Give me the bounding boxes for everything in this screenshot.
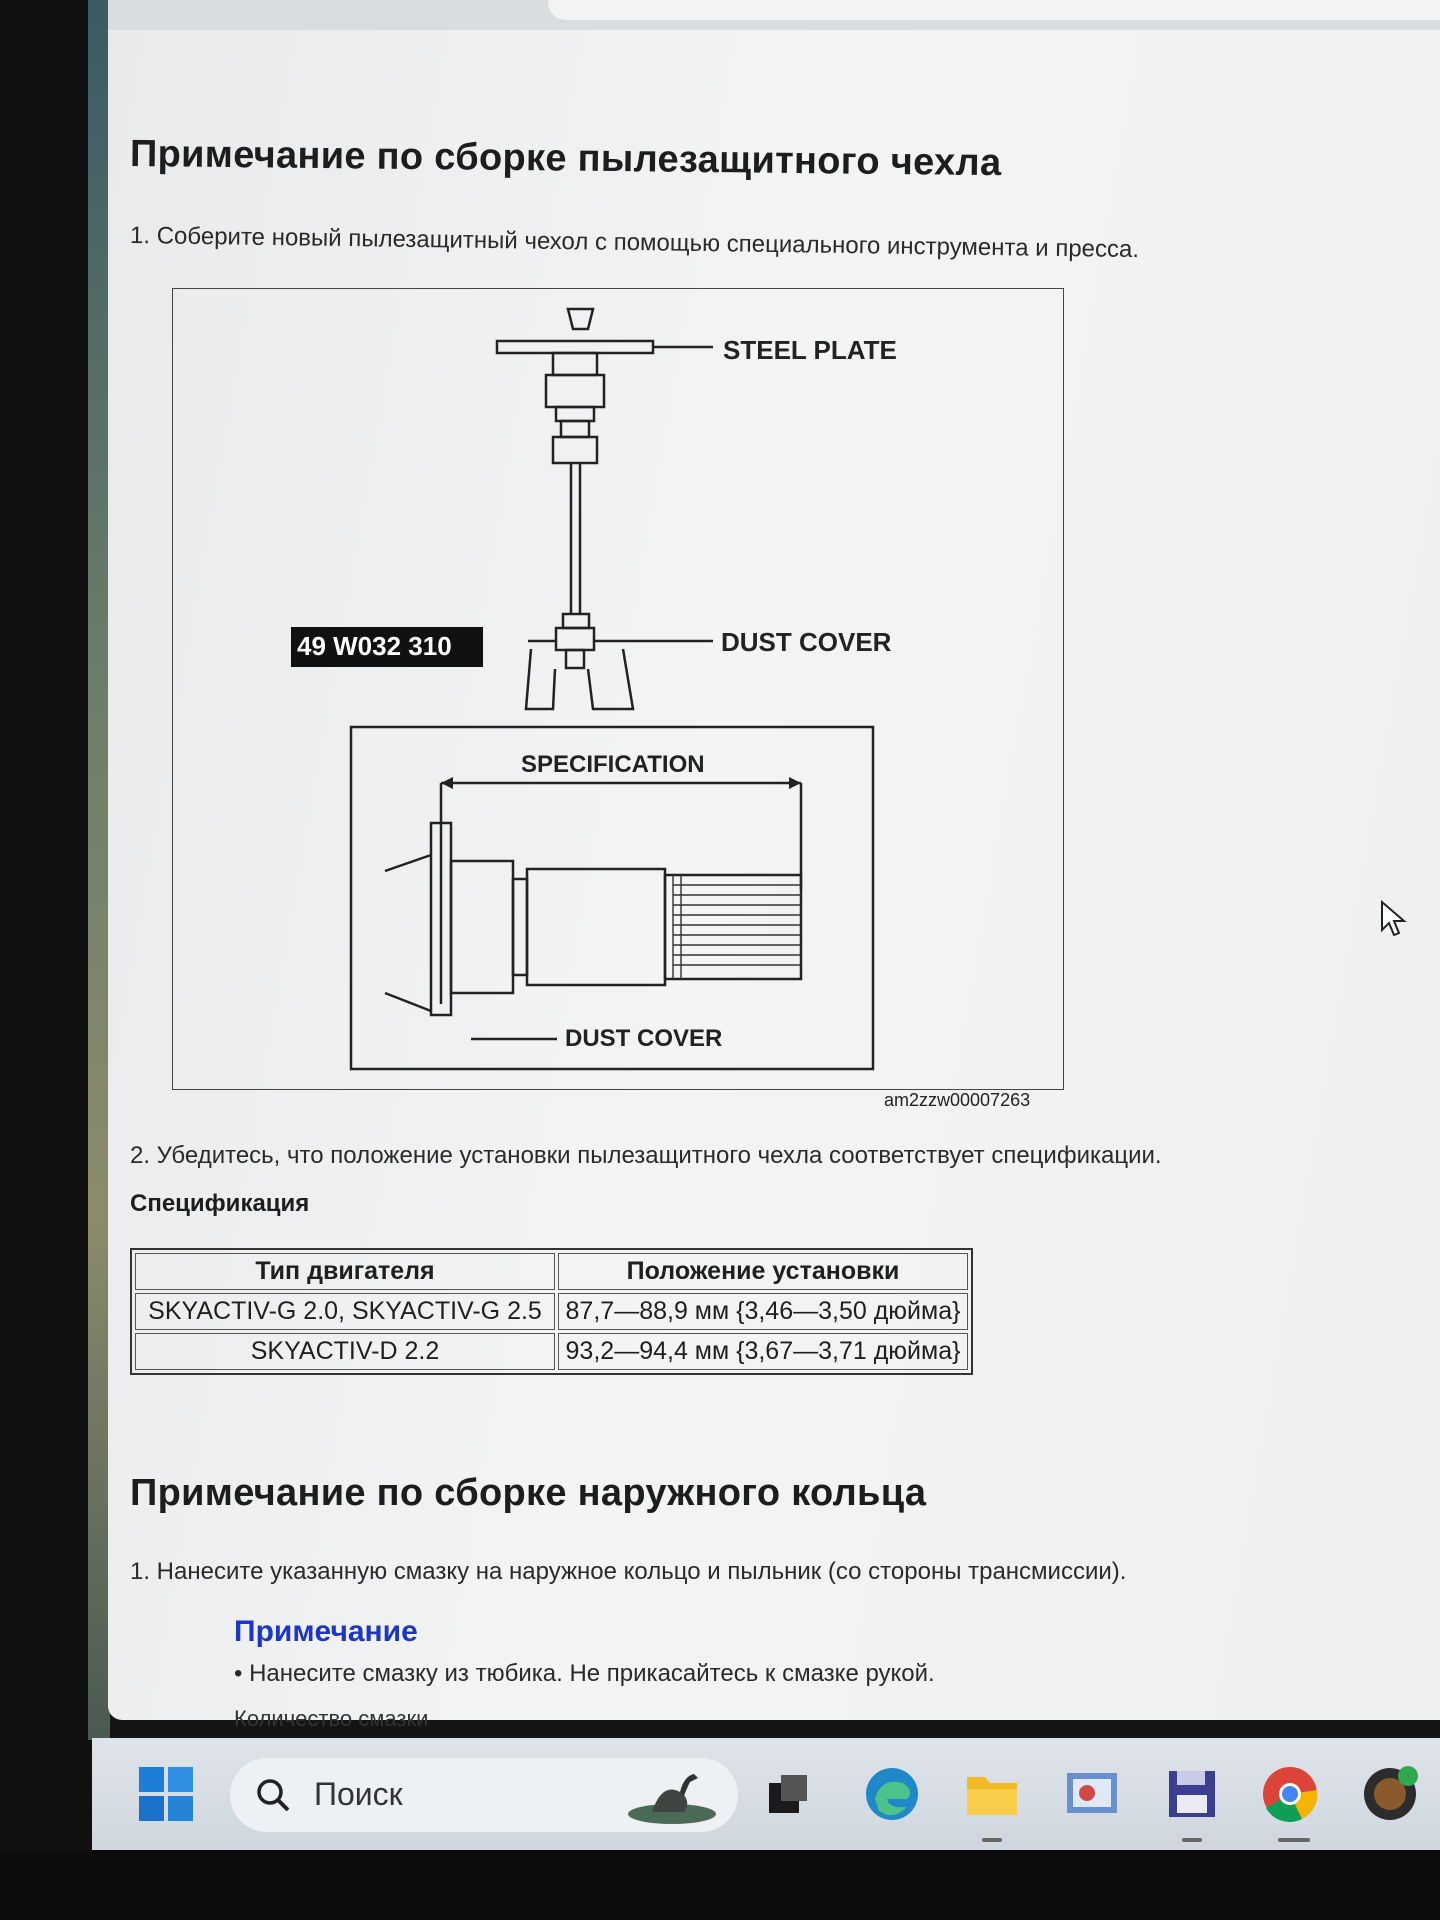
browser-toolbar	[108, 0, 1440, 34]
label-dust-cover-top: DUST COVER	[721, 627, 892, 657]
green-app-icon[interactable]	[1358, 1762, 1422, 1826]
monitor-bezel-bottom	[0, 1850, 1440, 1920]
windows-start-icon[interactable]	[134, 1762, 198, 1826]
cut-off-text: Количество смазки	[234, 1706, 429, 1731]
monitor-bezel-left	[0, 0, 92, 1920]
specification-table	[130, 1248, 973, 1375]
widget-bird-icon[interactable]	[622, 1762, 722, 1828]
figure-drawing	[173, 289, 1063, 1089]
windows-taskbar	[92, 1738, 1440, 1852]
edge-icon[interactable]	[860, 1762, 924, 1826]
section-heading-dust-cover: Примечание по сборке пылезащитного чехла	[129, 133, 1002, 185]
search-icon	[254, 1776, 292, 1814]
figure-id: am2zzw00007263	[884, 1090, 1031, 1110]
task-view-icon[interactable]	[756, 1762, 820, 1826]
installation-figure	[172, 288, 1064, 1090]
running-indicator	[982, 1838, 1002, 1842]
desktop-wallpaper-strip	[88, 0, 110, 1740]
app-icon[interactable]	[1060, 1762, 1124, 1826]
chrome-icon[interactable]	[1258, 1762, 1322, 1826]
label-tool-number: 49 W032 310	[297, 631, 452, 661]
table-row	[135, 1293, 968, 1330]
outer-ring-step-1-text: 1. Нанесите указанную смазку на наружное кольцо и пыльник (со стороны трансмиссии).	[130, 1558, 1127, 1585]
header-install-position: Положение установки	[558, 1253, 968, 1290]
table-cell: 93,2—94,4 мм {3,67—3,71 дюйма}	[558, 1333, 968, 1370]
save-app-icon[interactable]	[1160, 1762, 1224, 1826]
table-cell: 87,7—88,9 мм {3,46—3,50 дюйма}	[558, 1293, 968, 1330]
table-cell: SKYACTIV-D 2.2	[135, 1333, 555, 1370]
browser-page	[108, 30, 1440, 1731]
label-dust-cover-bottom: DUST COVER	[565, 1025, 723, 1052]
specification-title: Спецификация	[130, 1190, 310, 1217]
step-2-text: 2. Убедитесь, что положение установки пылезащитного чехла соответствует спецификации.	[130, 1142, 1162, 1169]
taskbar-search-box[interactable]	[230, 1758, 738, 1832]
search-placeholder: Поиск	[314, 1776, 403, 1812]
table-header-row	[135, 1253, 968, 1290]
note-title: Примечание	[234, 1615, 418, 1648]
label-steel-plate: STEEL PLATE	[723, 335, 897, 365]
address-bar[interactable]	[548, 0, 1440, 20]
step-1-text: 1. Соберите новый пылезащитный чехол с помощью специального инструмента и пресса.	[129, 222, 1140, 264]
note-text: • Нанесите смазку из тюбика. Не прикасайтесь к смазке рукой.	[234, 1660, 935, 1687]
table-row	[135, 1333, 968, 1370]
running-indicator	[1182, 1838, 1202, 1842]
mouse-cursor-icon	[1380, 900, 1408, 940]
running-indicator	[1278, 1838, 1310, 1842]
header-engine-type: Тип двигателя	[135, 1253, 555, 1290]
file-explorer-icon[interactable]	[960, 1762, 1024, 1826]
label-specification: SPECIFICATION	[521, 751, 705, 778]
table-cell: SKYACTIV-G 2.0, SKYACTIV-G 2.5	[135, 1293, 555, 1330]
section-heading-outer-ring: Примечание по сборке наружного кольца	[130, 1472, 927, 1514]
